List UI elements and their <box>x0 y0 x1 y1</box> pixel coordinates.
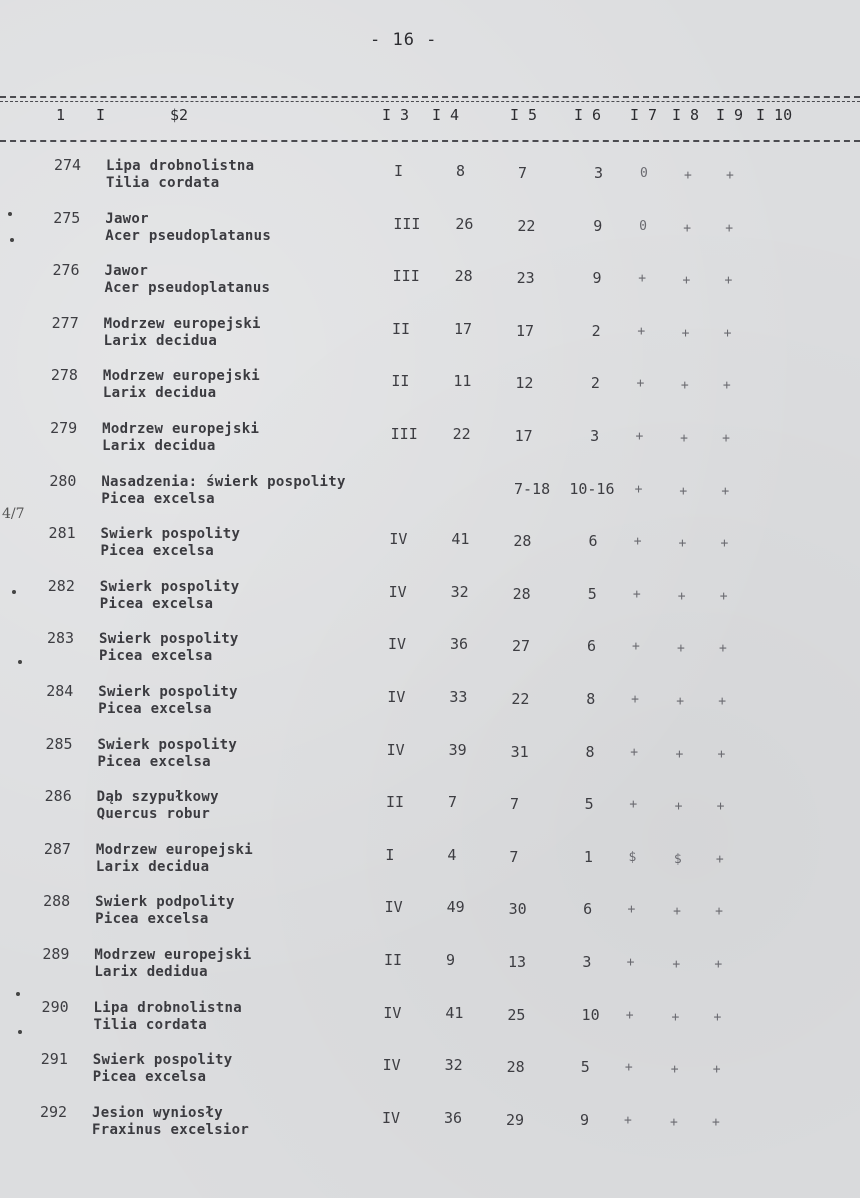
table-row <box>0 892 860 944</box>
col-7-value: + <box>624 1060 633 1076</box>
col-8-value: + <box>677 588 686 604</box>
col-4-value: 36 <box>444 1108 463 1127</box>
col-8-value: + <box>680 378 689 394</box>
latin-name: Picea excelsa <box>98 701 212 717</box>
col-8-value: + <box>676 694 685 709</box>
species-name <box>98 684 238 718</box>
table-row <box>0 472 860 524</box>
col-3-value: II <box>391 372 410 391</box>
margin-note: 4/7 <box>2 506 25 522</box>
col-6-value: 5 <box>587 584 597 603</box>
col-4-value: 4 <box>447 845 457 864</box>
table-row <box>0 209 860 261</box>
header-col-8: I 8 <box>672 106 700 124</box>
col-9-value: + <box>719 641 727 657</box>
col-9-value: + <box>715 851 724 867</box>
header-top-rule-2 <box>0 101 860 102</box>
col-3-value: IV <box>389 530 408 549</box>
col-3-value: IV <box>383 1003 402 1022</box>
col-9-value: + <box>721 483 730 499</box>
col-6-value: 9 <box>592 269 602 288</box>
polish-name: Modrzew europejski <box>102 368 260 385</box>
header-col-1: 1 <box>56 106 66 124</box>
polish-name: Modrzew europejski <box>103 315 261 332</box>
col-3-value: III <box>390 425 418 443</box>
species-name <box>104 263 270 297</box>
col-8-value: + <box>671 1009 680 1025</box>
polish-name: Swierk pospolity <box>98 684 238 700</box>
tree-number: 280 <box>49 471 77 490</box>
col-6-value: 6 <box>583 900 593 919</box>
col-7-value: + <box>637 323 646 339</box>
latin-name: Larix decidua <box>95 858 210 875</box>
polish-name: Swierk pospolity <box>100 526 241 543</box>
col-7-value: + <box>631 692 639 707</box>
col-8-value: $ <box>673 851 682 867</box>
col-5-value: 7-18 <box>514 479 551 498</box>
col-5-value: 7 <box>509 847 519 866</box>
tree-number: 291 <box>40 1050 68 1069</box>
header-bottom-rule <box>0 140 860 142</box>
tree-number: 287 <box>43 839 71 858</box>
col-7-value: + <box>629 797 638 813</box>
col-4-value: 11 <box>453 372 472 391</box>
latin-name: Acer pseudoplatanus <box>105 227 272 244</box>
col-7-value: 0 <box>639 218 647 234</box>
species-name <box>100 579 240 613</box>
col-5-value: 23 <box>516 269 535 288</box>
col-7-value: + <box>636 376 645 392</box>
col-7-value: + <box>632 586 641 602</box>
col-9-value: + <box>717 746 726 762</box>
tree-number: 283 <box>47 629 75 648</box>
col-3-value: IV <box>388 635 407 654</box>
polish-name: Modrzew europejski <box>95 841 253 858</box>
polish-name: Swierk pospolity <box>92 1052 233 1069</box>
col-9-value: + <box>714 957 723 972</box>
tree-number: 277 <box>51 313 79 332</box>
col-6-value: 6 <box>587 637 597 656</box>
col-7-value: + <box>626 955 635 970</box>
col-5-value: 28 <box>512 584 531 603</box>
tree-number: 288 <box>43 892 71 911</box>
header-col-2: $2 <box>170 106 189 124</box>
col-6-value: 9 <box>580 1110 590 1129</box>
table-row <box>0 577 860 629</box>
species-name <box>104 316 261 350</box>
col-5-value: 17 <box>516 321 535 340</box>
col-8-value: + <box>677 641 685 657</box>
latin-name: Larix dedidua <box>94 964 208 980</box>
col-3-value: II <box>386 793 405 812</box>
col-6-value: 2 <box>590 374 600 393</box>
header-col-6: I 6 <box>574 106 602 124</box>
col-6-value: 3 <box>594 164 604 182</box>
col-3-value: IV <box>384 898 403 917</box>
col-6-value: 2 <box>591 321 601 340</box>
punch-mark <box>10 238 14 242</box>
tree-number: 274 <box>54 156 82 174</box>
col-6-value: 5 <box>580 1058 590 1077</box>
species-name <box>97 789 219 823</box>
col-4-value: 41 <box>451 530 470 549</box>
col-8-value: + <box>670 1062 679 1078</box>
punch-mark <box>16 992 20 996</box>
table-row <box>0 998 860 1050</box>
col-6-value: 8 <box>586 690 596 708</box>
col-6-value: 9 <box>593 216 603 235</box>
col-7-value: + <box>635 429 644 444</box>
col-9-value: + <box>712 1062 721 1078</box>
species-name <box>97 737 237 771</box>
latin-name: Tilia cordata <box>93 1016 208 1033</box>
latin-name: Picea excelsa <box>97 753 211 770</box>
col-4-value: 32 <box>450 582 469 601</box>
col-9-value: + <box>725 220 734 236</box>
polish-name: Jawor <box>104 263 149 280</box>
latin-name: Larix decidua <box>102 385 217 402</box>
header-col-3: I 3 <box>382 106 410 124</box>
latin-name: Picea excelsa <box>95 911 209 928</box>
table-row <box>0 366 860 418</box>
species-name <box>94 947 251 981</box>
table-row <box>0 1050 860 1102</box>
table-row <box>0 1103 860 1155</box>
col-6-value: 6 <box>588 532 598 551</box>
col-9-value: + <box>723 325 732 341</box>
col-6-value: 8 <box>585 742 595 761</box>
punch-mark <box>8 212 12 216</box>
col-8-value: + <box>680 431 688 446</box>
col-8-value: + <box>675 746 684 762</box>
header-col-10: I 10 <box>756 106 793 124</box>
col-4-value: 17 <box>454 319 473 338</box>
col-5-value: 7 <box>518 164 528 182</box>
col-8-value: + <box>679 483 688 499</box>
col-5-value: 22 <box>517 216 536 235</box>
tree-number: 292 <box>40 1102 68 1121</box>
col-5-value: 28 <box>506 1058 525 1077</box>
col-9-value: + <box>715 904 723 920</box>
polish-name: Jesion wyniosły <box>92 1104 223 1121</box>
col-7-value: + <box>634 481 643 497</box>
species-name <box>95 894 235 928</box>
col-4-value: 39 <box>448 740 467 759</box>
tree-number: 286 <box>44 787 72 806</box>
col-7-value: + <box>638 271 647 287</box>
table-row <box>0 314 860 366</box>
tree-number: 275 <box>53 208 81 227</box>
col-5-value: 30 <box>508 900 527 919</box>
col-3-value: I <box>394 162 404 180</box>
col-5-value: 31 <box>510 742 529 761</box>
col-4-value: 9 <box>446 951 456 969</box>
punch-mark <box>18 660 22 664</box>
tree-number: 285 <box>45 734 73 753</box>
species-name <box>103 368 260 402</box>
polish-name: Swierk pospolity <box>99 631 239 648</box>
col-6-value: 1 <box>583 847 593 866</box>
punch-mark <box>18 1030 22 1034</box>
latin-name: Acer pseudoplatanus <box>104 280 271 297</box>
col-4-value: 32 <box>444 1056 463 1075</box>
col-7-value: + <box>632 639 640 655</box>
col-5-value: 27 <box>512 637 531 656</box>
col-8-value: + <box>678 536 687 552</box>
tree-number: 289 <box>42 945 70 963</box>
col-9-value: + <box>724 273 733 289</box>
latin-name: Picea excelsa <box>99 648 213 665</box>
col-3-value: III <box>393 214 421 233</box>
col-9-value: + <box>713 1009 722 1025</box>
header-col-4: I 4 <box>432 106 460 124</box>
col-8-value: + <box>673 904 681 920</box>
table-row <box>0 629 860 681</box>
latin-name: Picea excelsa <box>101 490 215 507</box>
species-name <box>105 211 271 245</box>
polish-name: Jawor <box>105 210 149 227</box>
table-row <box>0 735 860 787</box>
table-row <box>0 261 860 313</box>
table-row <box>0 840 860 892</box>
col-3-value: IV <box>382 1056 401 1075</box>
latin-name: Tilia cordata <box>106 175 220 191</box>
col-5-value: 12 <box>515 374 534 393</box>
col-7-value: + <box>627 902 636 918</box>
col-8-value: + <box>681 325 690 341</box>
latin-name: Picea excelsa <box>99 595 214 612</box>
header-col-9: I 9 <box>716 106 744 124</box>
col-6-value: 3 <box>582 953 592 971</box>
species-name <box>94 1000 242 1034</box>
col-8-value: + <box>682 273 691 289</box>
col-4-value: 8 <box>456 162 466 180</box>
col-4-value: 26 <box>455 214 474 233</box>
header-top-rule <box>0 96 860 98</box>
species-name <box>106 158 254 192</box>
polish-name: Swierk podpolity <box>95 894 235 911</box>
col-5-value: 22 <box>511 690 530 708</box>
col-4-value: 28 <box>454 267 473 286</box>
polish-name: Modrzew europejski <box>102 421 260 437</box>
col-9-value: + <box>712 1114 720 1130</box>
col-5-value: 17 <box>514 427 533 445</box>
species-name <box>93 1052 233 1086</box>
punch-mark <box>12 590 16 594</box>
col-7-value: $ <box>628 849 637 865</box>
header-col-7: I 7 <box>630 106 658 124</box>
latin-name: Picea excelsa <box>92 1069 207 1086</box>
col-7-value: + <box>633 534 642 550</box>
header-sep-1: I <box>96 106 106 124</box>
latin-name: Quercus robur <box>96 806 211 823</box>
col-4-value: 41 <box>445 1003 464 1022</box>
col-9-value: + <box>720 536 729 552</box>
col-4-value: 36 <box>450 635 469 654</box>
col-6-value: 10 <box>581 1005 600 1024</box>
col-4-value: 22 <box>452 425 471 443</box>
col-5-value: 13 <box>508 953 527 971</box>
species-name <box>101 474 345 508</box>
polish-name: Modrzew europejski <box>94 947 252 963</box>
table-row <box>0 156 860 208</box>
species-name <box>102 421 259 455</box>
col-3-value: IV <box>386 740 405 759</box>
latin-name: Larix decidua <box>102 438 216 454</box>
col-9-value: + <box>716 799 725 815</box>
col-4-value: 49 <box>446 898 465 917</box>
table-row <box>0 419 860 471</box>
col-9-value: + <box>719 588 728 604</box>
col-8-value: + <box>670 1114 678 1130</box>
col-8-value: + <box>683 220 692 236</box>
polish-name: Lipa drobnolistna <box>106 158 255 174</box>
page-number: - 16 - <box>370 30 438 50</box>
col-7-value: + <box>630 744 639 760</box>
col-5-value: 7 <box>510 795 520 814</box>
latin-name: Picea excelsa <box>100 543 215 560</box>
tree-number: 276 <box>52 261 80 280</box>
tree-number: 278 <box>50 366 78 385</box>
col-3-value: IV <box>387 688 406 706</box>
col-5-value: 25 <box>507 1005 526 1024</box>
col-7-value: + <box>625 1007 634 1023</box>
col-5-value: 29 <box>506 1110 525 1129</box>
col-6-value: 10-16 <box>569 479 615 498</box>
col-9-value: + <box>726 168 734 183</box>
col-3-value: IV <box>382 1108 401 1127</box>
table-row <box>0 945 860 997</box>
col-3-value: I <box>385 845 395 864</box>
latin-name: Fraxinus excelsior <box>92 1121 250 1138</box>
table-row <box>0 787 860 839</box>
col-8-value: + <box>674 799 683 815</box>
polish-name: Nasadzenia: świerk pospolity <box>101 473 346 490</box>
polish-name: Swierk pospolity <box>97 736 238 753</box>
col-3-value: III <box>392 267 420 286</box>
col-9-value: + <box>718 694 727 709</box>
col-7-value: + <box>624 1112 632 1128</box>
polish-name: Dąb szypułkowy <box>96 789 219 806</box>
col-8-value: + <box>672 957 681 972</box>
tree-number: 290 <box>41 997 69 1016</box>
col-6-value: 3 <box>590 427 600 445</box>
col-6-value: 5 <box>584 795 594 814</box>
header-col-5: I 5 <box>510 106 538 124</box>
col-3-value: IV <box>388 582 407 601</box>
col-7-value: 0 <box>640 166 648 181</box>
table-row <box>0 524 860 576</box>
tree-number: 284 <box>46 682 74 700</box>
col-5-value: 28 <box>513 532 532 551</box>
col-9-value: + <box>722 378 731 394</box>
col-4-value: 7 <box>448 793 458 812</box>
species-name <box>96 842 253 876</box>
tree-number: 282 <box>47 576 75 595</box>
tree-number: 279 <box>50 419 78 437</box>
species-name <box>99 631 239 665</box>
col-8-value: + <box>684 168 692 183</box>
table-row <box>0 682 860 734</box>
col-4-value: 33 <box>449 688 468 706</box>
tree-number: 281 <box>48 524 76 543</box>
latin-name: Larix decidua <box>103 332 218 349</box>
col-3-value: II <box>392 319 411 338</box>
polish-name: Swierk pospolity <box>99 578 240 595</box>
polish-name: Lipa drobnolistna <box>93 999 242 1016</box>
species-name <box>92 1105 249 1139</box>
col-9-value: + <box>722 431 730 446</box>
species-name <box>101 526 241 560</box>
col-3-value: II <box>384 951 403 969</box>
